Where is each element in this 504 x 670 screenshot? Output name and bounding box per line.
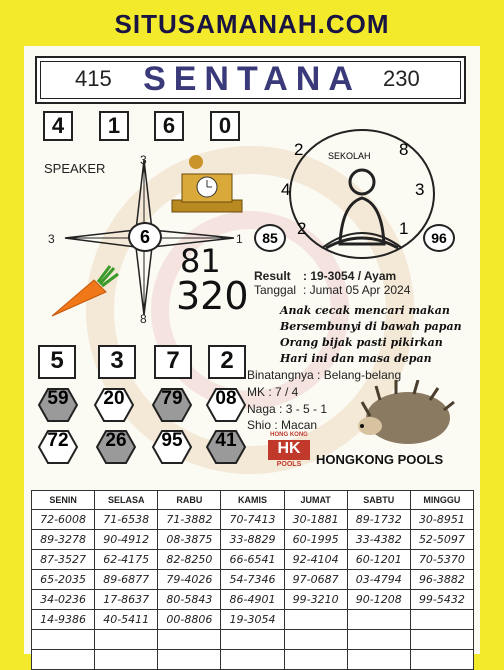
big-number-line2: 320 xyxy=(176,274,249,318)
hex-number: 95 xyxy=(152,430,192,464)
lotus-right-circle: 96 xyxy=(423,224,455,252)
lotus-left-circle: 85 xyxy=(254,224,286,252)
compass-left: 3 xyxy=(48,232,55,246)
table-cell: 30-1881 xyxy=(284,510,347,530)
result-value: : 19-3054 / Ayam xyxy=(303,269,397,283)
top-digit: 0 xyxy=(210,111,240,141)
table-cell xyxy=(95,630,158,650)
date-value: : Jumat 05 Apr 2024 xyxy=(303,283,411,297)
compass-top: 3 xyxy=(140,153,147,167)
top-digit: 4 xyxy=(43,111,73,141)
speaker-label: SPEAKER xyxy=(44,161,106,176)
compass-center: 6 xyxy=(128,222,162,252)
table-cell: 90-4912 xyxy=(95,530,158,550)
top-digit: 1 xyxy=(99,111,129,141)
table-cell xyxy=(32,630,95,650)
table-cell: 33-8829 xyxy=(221,530,284,550)
table-cell: 99-5432 xyxy=(410,590,473,610)
table-cell: 86-4901 xyxy=(221,590,284,610)
title-word: SENTANA xyxy=(143,60,361,98)
table-header-cell: SABTU xyxy=(347,491,410,510)
lotus-petal: 4 xyxy=(281,180,291,199)
lotus-petal: 2 xyxy=(297,219,307,238)
date-label: Tanggal xyxy=(254,283,297,297)
hk-logo: HK xyxy=(268,440,310,460)
table-row xyxy=(32,570,474,590)
table-cell: 19-3054 xyxy=(221,610,284,630)
table-cell: 62-4175 xyxy=(95,550,158,570)
table-row xyxy=(32,550,474,570)
table-cell xyxy=(347,610,410,630)
carrot-icon xyxy=(48,262,120,320)
table-cell: 70-7413 xyxy=(221,510,284,530)
table-body xyxy=(32,510,474,670)
shio-text: Shio : Macan xyxy=(247,418,318,432)
table-cell: 03-4794 xyxy=(347,570,410,590)
table-cell: 17-8637 xyxy=(95,590,158,610)
sekolah-label: SEKOLAH xyxy=(328,151,371,161)
table-cell: 40-5411 xyxy=(95,610,158,630)
table-cell: 66-6541 xyxy=(221,550,284,570)
table-cell: 70-5370 xyxy=(410,550,473,570)
mk-text: MK : 7 / 4 xyxy=(247,385,299,399)
mid-digit: 7 xyxy=(154,345,192,379)
table-cell: 52-5097 xyxy=(410,530,473,550)
top-digit: 6 xyxy=(154,111,184,141)
poem-line: Orang bijak pasti pikirkan xyxy=(280,336,443,349)
table-cell: 92-4104 xyxy=(284,550,347,570)
hex-number: 26 xyxy=(96,430,136,464)
mid-digit: 5 xyxy=(38,345,76,379)
table-header-cell: RABU xyxy=(158,491,221,510)
result-label: Result xyxy=(254,269,291,283)
table-cell: 90-1208 xyxy=(347,590,410,610)
hongkong-pools-label: HONGKONG POOLS xyxy=(316,452,444,467)
table-cell: 08-3875 xyxy=(158,530,221,550)
hex-number: 20 xyxy=(94,388,134,422)
poem-line: Anak cecak mencari makan xyxy=(280,304,450,317)
table-cell: 60-1201 xyxy=(347,550,410,570)
table-cell: 89-6877 xyxy=(95,570,158,590)
title-left-number: 415 xyxy=(75,66,112,91)
mid-digit: 3 xyxy=(98,345,136,379)
compass-right: 1 xyxy=(236,232,243,246)
table-header-cell: SENIN xyxy=(32,491,95,510)
table-header-cell: KAMIS xyxy=(221,491,284,510)
table-cell xyxy=(221,630,284,650)
table-cell: 89-1732 xyxy=(347,510,410,530)
mid-digit: 2 xyxy=(208,345,246,379)
table-cell: 33-4382 xyxy=(347,530,410,550)
table-cell xyxy=(158,630,221,650)
table-cell: 79-4026 xyxy=(158,570,221,590)
hex-number: 08 xyxy=(206,388,246,422)
table-header-cell: JUMAT xyxy=(284,491,347,510)
lotus-petal: 2 xyxy=(294,140,304,159)
table-cell xyxy=(284,630,347,650)
lotus-petal: 8 xyxy=(399,140,409,159)
table-row xyxy=(32,610,474,630)
title-box xyxy=(35,56,466,104)
table-cell: 82-8250 xyxy=(158,550,221,570)
table-cell: 99-3210 xyxy=(284,590,347,610)
table-cell: 60-1995 xyxy=(284,530,347,550)
naga-text: Naga : 3 - 5 - 1 xyxy=(247,402,328,416)
table-cell xyxy=(410,630,473,650)
table-cell: 65-2035 xyxy=(32,570,95,590)
table-cell: 96-3882 xyxy=(410,570,473,590)
table-cell xyxy=(410,610,473,630)
hex-number: 72 xyxy=(38,430,78,464)
table-header-cell: MINGGU xyxy=(410,491,473,510)
table-header-cell: SELASA xyxy=(95,491,158,510)
lotus-petal: 3 xyxy=(415,180,425,199)
table-cell: 89-3278 xyxy=(32,530,95,550)
table-row xyxy=(32,590,474,610)
result-table xyxy=(31,490,474,670)
poem-line: Bersembunyi di bawah papan xyxy=(280,320,462,333)
table-cell xyxy=(284,610,347,630)
table-cell: 34-0236 xyxy=(32,590,95,610)
table-row xyxy=(32,630,474,650)
table-row xyxy=(32,510,474,530)
hex-number: 41 xyxy=(206,430,246,464)
table-cell: 97-0687 xyxy=(284,570,347,590)
table-cell: 14-9386 xyxy=(32,610,95,630)
table-cell: 71-6538 xyxy=(95,510,158,530)
title-right-number: 230 xyxy=(383,66,420,91)
site-title: SITUSAMANAH.COM xyxy=(114,9,390,39)
table-cell: 30-8951 xyxy=(410,510,473,530)
table-cell: 54-7346 xyxy=(221,570,284,590)
logo-small-text: HONG KONG xyxy=(270,432,308,438)
table-header-row xyxy=(32,491,474,510)
table-cell: 71-3882 xyxy=(158,510,221,530)
binatang-text: Binatangnya : Belang-belang xyxy=(247,368,402,382)
logo-sub-text: POOLS xyxy=(276,461,302,468)
lotus-petal: 1 xyxy=(399,219,409,238)
table-cell: 00-8806 xyxy=(158,610,221,630)
golden-clock-icon xyxy=(168,152,248,218)
table-row xyxy=(32,530,474,550)
poem-line: Hari ini dan masa depan xyxy=(280,352,432,365)
table-cell: 72-6008 xyxy=(32,510,95,530)
compass-bottom: 8 xyxy=(140,312,147,326)
big-number-line1: 81 xyxy=(180,242,221,280)
table-cell: 87-3527 xyxy=(32,550,95,570)
hedgehog-icon xyxy=(356,380,456,450)
table-cell xyxy=(347,630,410,650)
hex-number: 59 xyxy=(38,388,78,422)
table-cell: 80-5843 xyxy=(158,590,221,610)
hex-number: 79 xyxy=(152,388,192,422)
